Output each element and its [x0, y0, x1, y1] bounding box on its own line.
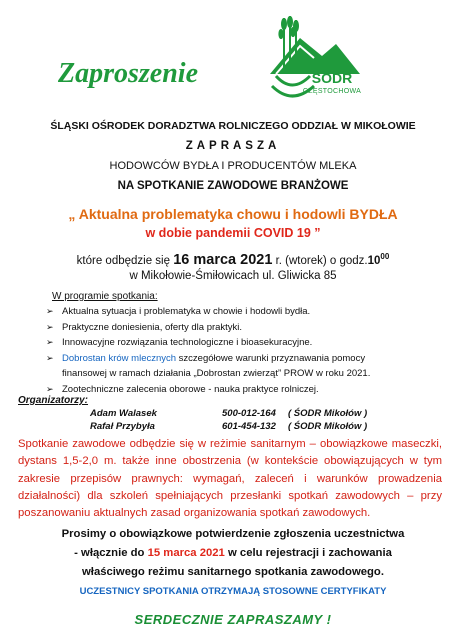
- topic-line-2: w dobie pandemii COVID 19 ”: [145, 226, 321, 240]
- list-item: ➢ Innowacyjne rozwiązania technologiczne i bioasekuracyjne.: [46, 335, 436, 351]
- deadline-date: 15 marca 2021: [147, 547, 225, 559]
- date-before: które odbędzie się: [76, 255, 174, 267]
- confirmation-block: [0, 525, 466, 582]
- invitation-title: Zaproszenie: [58, 58, 198, 89]
- organizer-unit: ( ŚODR Mikołów ): [288, 421, 368, 432]
- meeting-line: NA SPOTKANIE ZAWODOWE BRANŻOWE: [117, 180, 349, 192]
- organizer-line: ŚLĄSKI OŚRODEK DORADZTWA ROLNICZEGO ODDZIAŁ W MIKOŁOWIE: [50, 120, 416, 132]
- list-item: ➢ Aktualna sytuacja i problematyka w chowie i hodowli bydła.: [46, 304, 436, 320]
- certificate-note: UCZESTNICY SPOTKANIA OTRZYMAJĄ STOSOWNE CERTYFIKATY: [79, 586, 387, 597]
- logo-subtext: CZĘSTOCHOWA: [302, 88, 362, 95]
- arrow-bullet-icon: ➢: [46, 321, 54, 332]
- topic-line-1: „ Aktualna problematyka chowu i hodowli BYDŁA: [68, 206, 398, 222]
- closing-line: SERDECZNIE ZAPRASZAMY !: [134, 612, 332, 627]
- event-hour: 10: [367, 255, 381, 267]
- invites-heading: ZAPRASZA: [185, 140, 281, 152]
- sodr-logo-icon: [262, 14, 366, 112]
- confirm-line-2: - włącznie do 15 marca 2021 w celu rejestracji i zachowania: [74, 547, 392, 559]
- confirm-line-3: właściwego reżimu sanitarnego spotkania zawodowego.: [82, 566, 384, 578]
- date-after: r. (wtorek) o godz.: [272, 255, 368, 267]
- organizer-phone: 601-454-132: [222, 421, 276, 432]
- confirm-line-1: Prosimy o obowiązkowe potwierdzenie zgłoszenia uczestnictwa: [61, 528, 405, 540]
- audience-line: HODOWCÓW BYDŁA I PRODUCENTÓW MLEKA: [109, 160, 357, 172]
- organizers-heading: Organizatorzy:: [18, 395, 89, 406]
- organizer-name: Rafał Przybyła: [90, 421, 155, 432]
- program-heading: W programie spotkania:: [52, 291, 158, 302]
- sanitary-notice: Spotkanie zawodowe odbędzie się w reżimie sanitarnym – obowiązkowe maseczki, dystans 1,5-2,0 m. także inne obostrzenia (w kontekście obowiązujących w tym zakresie przepisów prawnych: wymagań, zaleceń i warunków prowadzenia działalności) dla szkoleń spełniających przesłanki spotkań zawodowych – przy poszanowaniu aktualnych zasad organizowania spotkań zawodowych.: [18, 438, 442, 520]
- arrow-bullet-icon: ➢: [46, 352, 54, 363]
- arrow-bullet-icon: ➢: [46, 337, 54, 347]
- logo-text: ŚODR: [311, 70, 353, 86]
- highlight-text: Dobrostan krów mlecznych: [62, 352, 177, 364]
- event-date: 16 marca 2021: [173, 252, 273, 268]
- location-line: w Mikołowie-Śmiłowicach ul. Gliwicka 85: [129, 270, 337, 282]
- date-line: [0, 252, 466, 268]
- list-item: ➢ Zootechniczne zalecenia oborowe - nauka praktyce rolniczej.: [46, 382, 436, 398]
- arrow-bullet-icon: ➢: [46, 306, 54, 316]
- program-list: [46, 304, 436, 397]
- arrow-bullet-icon: ➢: [46, 383, 54, 394]
- list-item: ➢ Praktyczne doniesienia, oferty dla praktyki.: [46, 320, 436, 336]
- organizer-name: Adam Walasek: [90, 408, 157, 419]
- organizer-unit: ( ŚODR Mikołów ): [288, 408, 368, 419]
- list-item: ➢ Dobrostan krów mlecznych szczegółowe warunki przyznawania pomocy finansowej w ramach działania „Dobrostan zwierząt” PROW w roku 2021.: [46, 352, 371, 379]
- organizer-phone: 500-012-164: [222, 408, 276, 419]
- event-minutes: 00: [380, 252, 390, 262]
